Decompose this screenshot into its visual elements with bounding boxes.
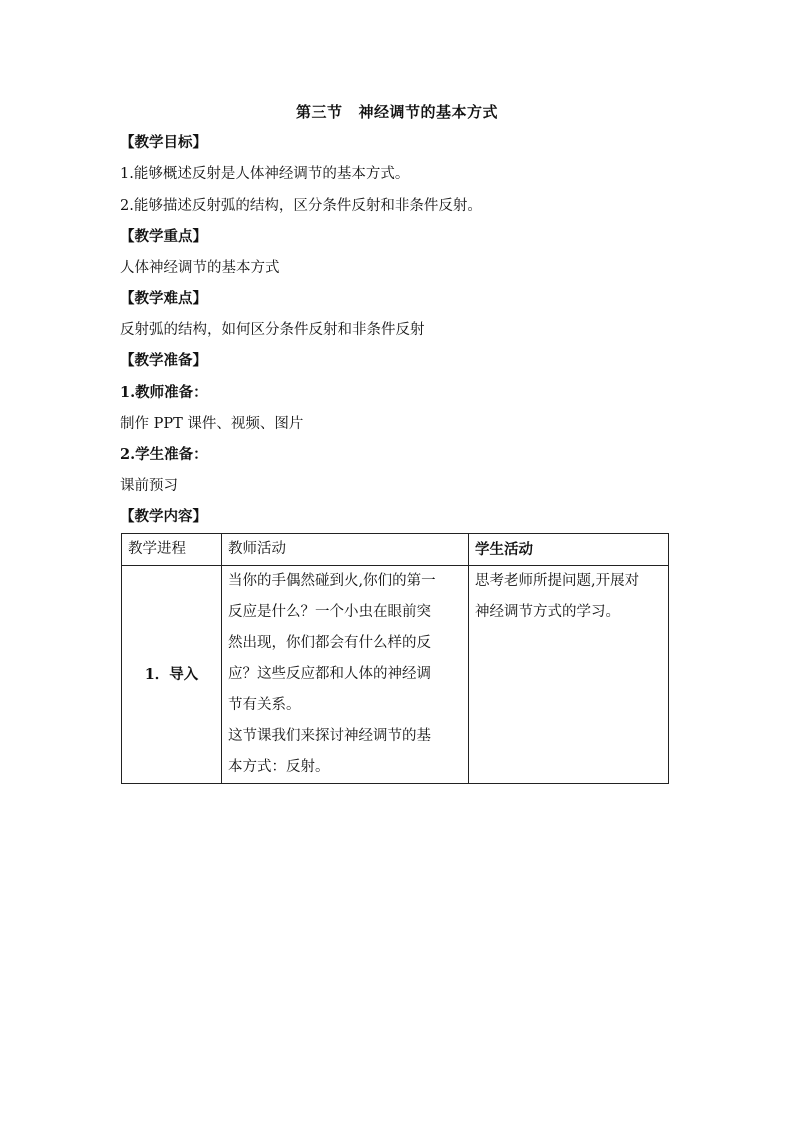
teacher-line: 节有关系。 (228, 697, 301, 713)
teacher-line: 当你的手偶然碰到火,你们的第一 (228, 573, 436, 589)
teacher-activity-cell (222, 566, 469, 784)
preparation-heading: 【教学准备】 (120, 352, 207, 369)
difficulties-heading: 【教学难点】 (120, 290, 207, 307)
title-section-number: 第三节 (295, 103, 343, 121)
teacher-line: 反应是什么？一个小虫在眼前突 (228, 604, 431, 620)
header-stage: 教学进程 (122, 534, 222, 566)
teacher-line: 应？这些反应都和人体的神经调 (228, 666, 431, 682)
student-line: 思考老师所提问题,开展对 (475, 573, 640, 589)
teacher-prep-text: 制作 PPT 课件、视频、图片 (120, 416, 304, 432)
lesson-table (121, 533, 669, 784)
student-activity-cell (469, 566, 669, 784)
teacher-line: 然出现，你们都会有什么样的反 (228, 635, 431, 651)
key-points-text: 人体神经调节的基本方式 (120, 260, 280, 276)
page-title (0, 101, 794, 122)
table-row (122, 566, 669, 784)
objectives-heading: 【教学目标】 (120, 134, 207, 151)
teacher-line: 这节课我们来探讨神经调节的基 (228, 728, 431, 744)
header-student-activity: 学生活动 (469, 534, 669, 566)
content-heading: 【教学内容】 (120, 508, 207, 525)
key-points-heading: 【教学重点】 (120, 228, 207, 245)
objective-2: 2.能够描述反射弧的结构，区分条件反射和非条件反射。 (120, 198, 482, 214)
difficulties-text: 反射弧的结构，如何区分条件反射和非条件反射 (120, 322, 425, 338)
teacher-line: 本方式：反射。 (228, 759, 330, 775)
table-header-row (122, 534, 669, 566)
student-prep-text: 课前预习 (120, 478, 178, 494)
objective-1: 1.能够概述反射是人体神经调节的基本方式。 (120, 166, 410, 182)
title-topic: 神经调节的基本方式 (358, 103, 499, 121)
header-teacher-activity: 教师活动 (222, 534, 469, 566)
stage-cell: 1．导入 (122, 566, 222, 784)
student-line: 神经调节方式的学习。 (475, 604, 620, 620)
teacher-prep-heading: 1.教师准备： (120, 384, 208, 401)
student-prep-heading: 2.学生准备： (120, 446, 208, 463)
